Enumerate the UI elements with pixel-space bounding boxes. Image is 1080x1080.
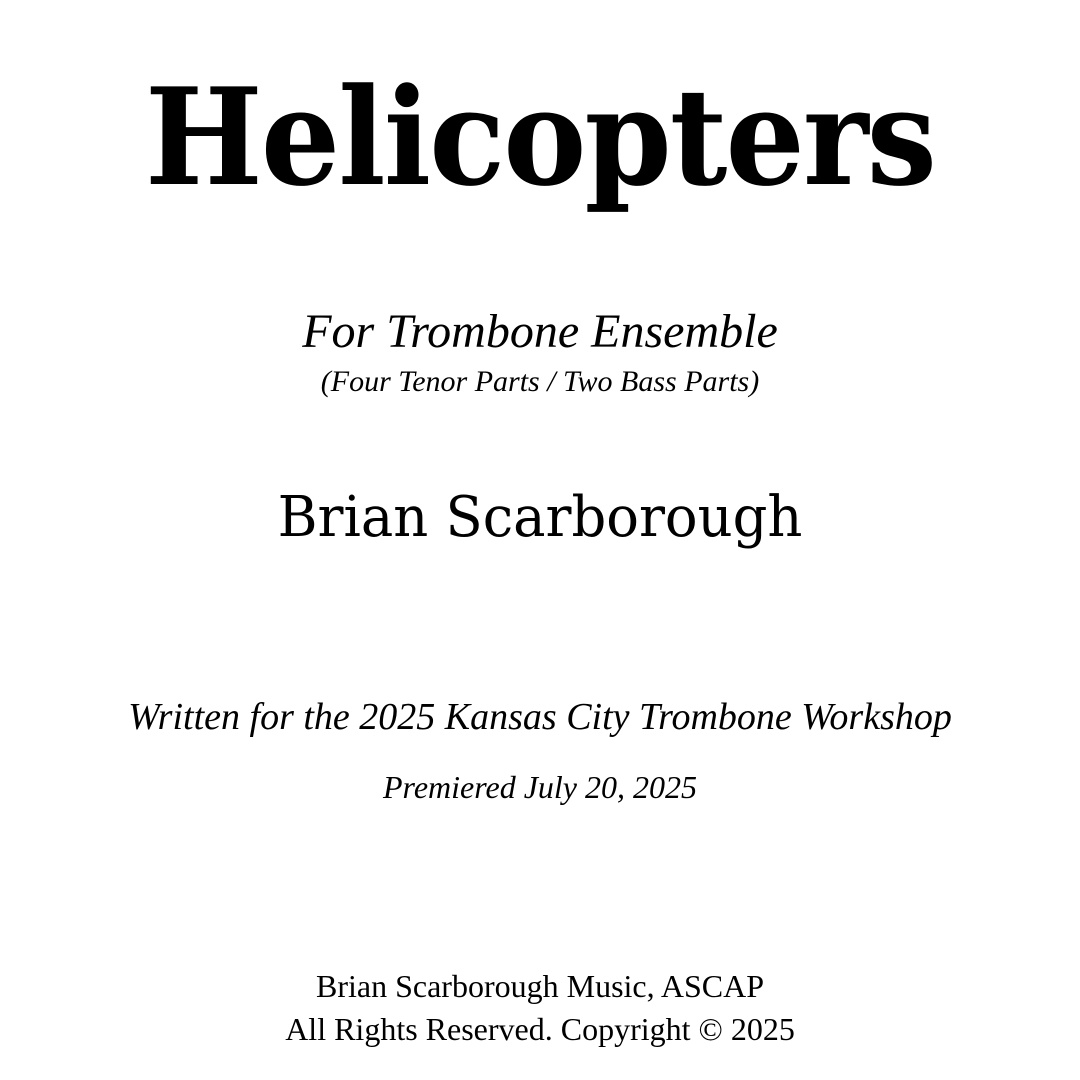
- copyright-line: All Rights Reserved. Copyright © 2025: [285, 1011, 795, 1047]
- piece-title: Helicopters: [144, 58, 936, 216]
- instrumentation-note: (Four Tenor Parts / Two Bass Parts): [320, 365, 760, 398]
- premiere-date: Premiered July 20, 2025: [383, 769, 697, 805]
- ensemble-subtitle: For Trombone Ensemble: [302, 305, 778, 358]
- composer-name: Brian Scarborough: [277, 485, 803, 550]
- dedication-line: Written for the 2025 Kansas City Trombone Workshop: [128, 696, 952, 738]
- publisher-line: Brian Scarborough Music, ASCAP: [316, 968, 764, 1004]
